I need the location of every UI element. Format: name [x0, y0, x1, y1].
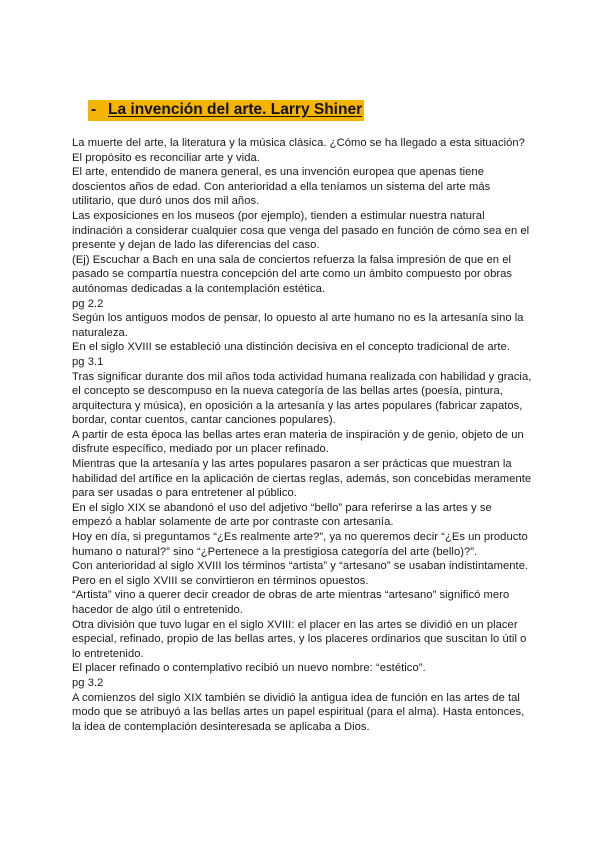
document-heading: [88, 100, 364, 121]
paragraph: Tras significar durante dos mil años toda actividad humana realizada con habilidad y gracia, el concepto se descompuso en la nueva categoría de las bellas artes (poesía, pintura, arquitectura y música), en oposición a la artesanía y las artes populares (fabricar zapatos, bordar, contar cuentos, cantar canciones populares).: [72, 370, 532, 427]
paragraph: El placer refinado o contemplativo recibió un nuevo nombre: “estético”.: [72, 662, 426, 675]
paragraph: El arte, entendido de manera general, es una invención europea que apenas tiene doscientos años de edad. Con anterioridad a ella teníamos un sistema del arte más utilitario, que duró unos dos mil años.: [72, 166, 491, 208]
heading-bullet: -: [91, 101, 97, 118]
paragraph: En el siglo XIX se abandonó el uso del adjetivo “bello” para referirse a las artes y se empezó a hablar solamente de arte por contraste con artesanía.: [72, 501, 492, 529]
paragraph: A partir de esta época las bellas artes eran materia de inspiración y de genio, objeto de un disfrute específico, mediado por un placer refinado.: [72, 428, 524, 456]
paragraph: Mientras que la artesanía y las artes populares pasaron a ser prácticas que muestran la habilidad del artífice en la aplicación de ciertas reglas, además, son concebidas meramente para ser usadas o para entretener al público.: [72, 458, 532, 500]
paragraph: En el siglo XVIII se estableció una distinción decisiva en el concepto tradicional de arte.: [72, 341, 511, 354]
paragraph: Según los antiguos modos de pensar, lo opuesto al arte humano no es la artesanía sino la naturaleza.: [72, 312, 524, 339]
paragraph: Hoy en día, si preguntamos “¿Es realmente arte?”, ya no queremos decir “¿Es un producto humano o natural?” sino “¿Pertenece a la prestigiosa categoría del arte (bello)?”.: [72, 531, 528, 558]
page-reference: pg 3.1: [72, 355, 104, 368]
paragraph: A comienzos del siglo XIX también se dividió la antigua idea de función en las artes de tal modo que se atribuyó a las bellas artes un papel espiritual (para el alma). Hasta entonces, la idea de contemplación desinteresada se aplicaba a Dios.: [72, 691, 525, 733]
paragraph: Otra división que tuvo lugar en el siglo XVIII: el placer en las artes se dividió en un placer especial, refinado, propio de las bellas artes, y los placeres ordinarios que suscitan lo útil o lo entretenido.: [72, 618, 527, 660]
heading-title: La invención del arte. Larry Shiner: [108, 101, 363, 118]
page-reference: pg 2.2: [72, 297, 104, 310]
paragraph: (Ej) Escuchar a Bach en una sala de conciertos refuerza la falsa impresión de que en el pasado se compartía nuestra concepción del arte como un ámbito compuesto por obras autónomas dedicadas a la contemplación estética.: [72, 253, 513, 295]
page-reference: pg 3.2: [72, 676, 104, 689]
paragraph: El propósito es reconciliar arte y vida.: [72, 151, 260, 164]
paragraph: La muerte del arte, la literatura y la música clásica. ¿Cómo se ha llegado a esta situación?: [72, 137, 525, 149]
paragraph: Con anterioridad al siglo XVIII los términos “artista” y “artesano” se usaban indistintamente. Pero en el siglo XVIII se convirtieron en términos opuestos.: [72, 560, 529, 587]
document-body: [72, 136, 532, 734]
paragraph: “Artista” vino a querer decir creador de obras de arte mientras “artesano” significó mero hacedor de algo útil o entretenido.: [72, 589, 510, 616]
paragraph: Las exposiciones en los museos (por ejemplo), tienden a estimular nuestra natural indinación a considerar cualquier cosa que venga del pasado en función de cómo sea en el presente y dejan de lado las diferencias del caso.: [72, 209, 530, 252]
